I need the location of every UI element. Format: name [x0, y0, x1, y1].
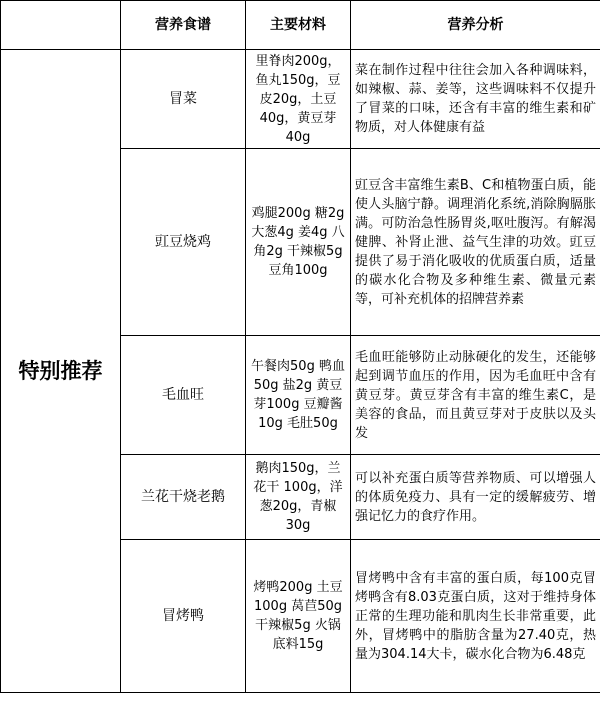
dish-name: 豇豆烧鸡	[121, 149, 246, 336]
dish-materials: 鸡腿200g 糖2g 大葱4g 姜4g 八角2g 干辣椒5g 豆角100g	[246, 149, 351, 336]
header-recipe: 营养食谱	[121, 1, 246, 50]
header-materials: 主要材料	[246, 1, 351, 50]
dish-name: 冒烤鸭	[121, 540, 246, 693]
section-label: 特别推荐	[1, 50, 121, 693]
dish-materials: 午餐肉50g 鸭血50g 盐2g 黄豆芽100g 豆瓣酱10g 毛肚50g	[246, 336, 351, 455]
header-analysis: 营养分析	[351, 1, 600, 50]
header-row	[1, 1, 600, 50]
dish-analysis: 菜在制作过程中往往会加入各种调味料，如辣椒、蒜、姜等，这些调味料不仅提升了冒菜的口味，还含有丰富的维生素和矿物质，对人体健康有益	[351, 50, 600, 149]
dish-materials: 里脊肉200g，鱼丸150g，豆皮20g，土豆40g，黄豆芽40g	[246, 50, 351, 149]
table-row	[1, 50, 600, 149]
dish-analysis: 豇豆含丰富维生素B、C和植物蛋白质，能使人头脑宁静。调理消化系统,消除胸膈胀满。可防治急性肠胃炎,呕吐腹泻。有解渴健脾、补肾止泄、益气生津的功效。豇豆提供了易于消化吸收的优质蛋白质，适量的碳水化合物及多种维生素、微量元素等，可补充机体的招牌营养素	[351, 149, 600, 336]
dish-name: 冒菜	[121, 50, 246, 149]
dish-materials: 鹅肉150g，兰花干 100g，洋葱20g，青椒30g	[246, 455, 351, 540]
dish-materials: 烤鸭200g 土豆100g 莴苣50g 干辣椒5g 火锅底料15g	[246, 540, 351, 693]
dish-analysis: 冒烤鸭中含有丰富的蛋白质，每100克冒烤鸭含有8.03克蛋白质，这对于维持身体正常的生理功能和肌肉生长非常重要，此外，冒烤鸭中的脂肪含量为27.40克，热量为304.14大卡，碳水化合物为6.48克	[351, 540, 600, 693]
corner-cell	[1, 1, 121, 50]
dish-analysis: 可以补充蛋白质等营养物质、可以增强人的体质免疫力、具有一定的缓解疲劳、增强记忆力的食疗作用。	[351, 455, 600, 540]
dish-name: 毛血旺	[121, 336, 246, 455]
dish-name: 兰花干烧老鹅	[121, 455, 246, 540]
dish-analysis: 毛血旺能够防止动脉硬化的发生，还能够起到调节血压的作用，因为毛血旺中含有黄豆芽。黄豆芽含有丰富的维生素C，是美容的食品，而且黄豆芽对于皮肤以及头发	[351, 336, 600, 455]
